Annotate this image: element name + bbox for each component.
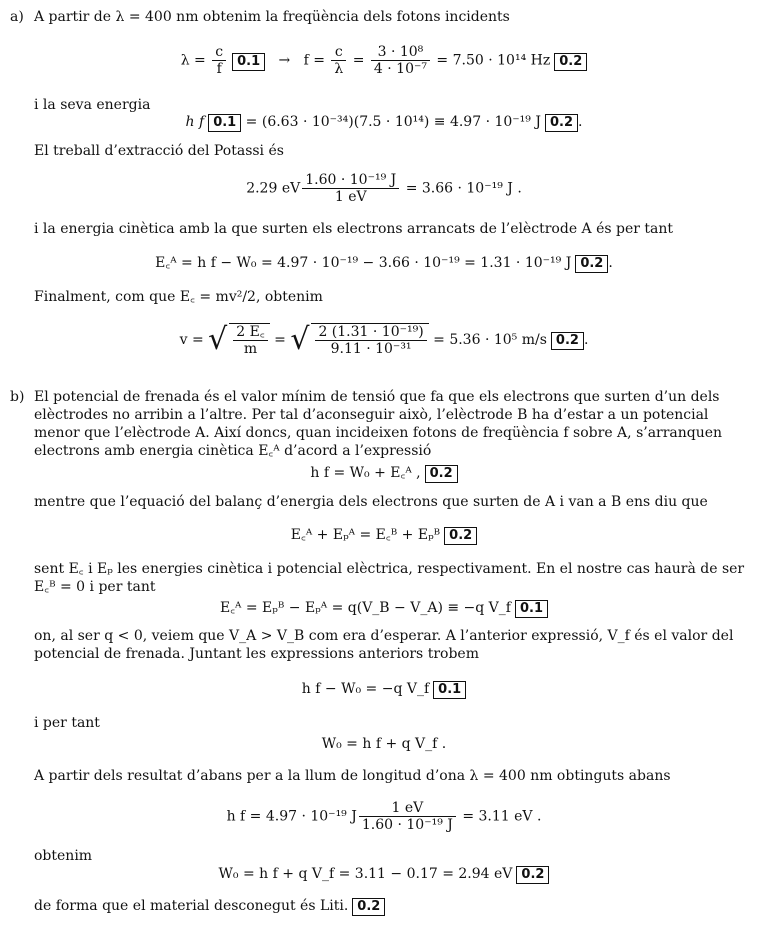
sqrt-content bbox=[229, 323, 269, 357]
eq-frequency-result: = 7.50 · 10¹⁴ Hz bbox=[431, 52, 551, 69]
eq-potential-body: E꜀ᴬ = Eₚᴮ − Eₚᴬ = q(V_B − V_A) ≡ −q V_f bbox=[219, 600, 511, 616]
eq-w0-result-body: W₀ = h f + q V_f = 3.11 − 0.17 = 2.94 eV bbox=[218, 866, 513, 882]
score-box: 0.1 bbox=[515, 600, 548, 618]
equation-frenada bbox=[0, 679, 768, 699]
eq-balance-body: E꜀ᴬ + Eₚᴬ = E꜀ᴮ + Eₚᴮ bbox=[290, 527, 441, 543]
frac-num: 3 · 10⁸ bbox=[371, 44, 430, 61]
score-box: 0.2 bbox=[444, 527, 477, 545]
equation-photoelectric bbox=[0, 463, 768, 483]
score-box: 0.1 bbox=[433, 681, 466, 699]
arrow-icon: → bbox=[278, 52, 291, 69]
equation-energy bbox=[0, 112, 768, 132]
period: . bbox=[583, 332, 589, 348]
equation-kinetic bbox=[0, 253, 768, 273]
score-box: 0.1 bbox=[208, 114, 241, 132]
kinetic-text: i la energia cinètica amb la que surten els electrons arrancats de l’elèctrode A és per tant bbox=[34, 221, 674, 237]
frac-den: λ bbox=[334, 61, 344, 77]
frac-den: 1 eV bbox=[334, 189, 367, 205]
frac-den: m bbox=[243, 341, 258, 357]
equals-sign: = bbox=[269, 332, 291, 348]
frac-den: 1.60 · 10⁻¹⁹ J bbox=[361, 817, 453, 833]
frac-num: 1.60 · 10⁻¹⁹ J bbox=[302, 172, 399, 189]
equation-w0-result bbox=[0, 864, 768, 884]
from-text: A partir dels resultat d’abans per a la llum de longitud d’ona λ = 400 nm obtinguts abans bbox=[34, 768, 671, 784]
score-box: 0.2 bbox=[516, 866, 549, 884]
being-text: sent E꜀ i Eₚ les energies cinètica i potencial elèctrica, respectivament. En el nostre cas haurà de ser E꜀ᴮ = 0 i per tant bbox=[34, 561, 745, 595]
eq-kinetic-body: E꜀ᴬ = h f − W₀ = 4.97 · 10⁻¹⁹ − 3.66 · 10⁻¹⁹ = 1.31 · 10⁻¹⁹ J bbox=[155, 255, 572, 271]
eq-hf-result: = 3.11 eV . bbox=[457, 808, 542, 825]
obtain-text: obtenim bbox=[34, 848, 93, 864]
equation-hf-ev bbox=[0, 800, 768, 833]
period: . bbox=[608, 255, 613, 271]
eq-lambda-left: λ = bbox=[180, 52, 211, 69]
equation-w0 bbox=[0, 734, 768, 754]
score-box: 0.2 bbox=[352, 898, 385, 916]
conclusion-text: de forma que el material desconegut és Liti. bbox=[34, 898, 349, 914]
frac-num: 2 (1.31 · 10⁻¹⁹) bbox=[315, 324, 426, 341]
score-box: 0.2 bbox=[545, 114, 578, 132]
equation-frequency bbox=[0, 44, 768, 77]
part-b-intro: El potencial de frenada és el valor mínim de tensió que fa que els electrons que surten d’un dels elèctrodes no arribin a l’altre. Per tal d’aconseguir això, l’elèctrode B ha d’estar a un potencial menor que l’elèctrode A. Així doncs, quan incideixen fotons de freqüència f sobre A, s’arranquen electrons amb energia cinètica E꜀ᴬ d’acord a l’expressió bbox=[34, 389, 723, 459]
eq-frenada-body: h f − W₀ = −q V_f bbox=[301, 681, 430, 697]
fraction-2ec-over-m bbox=[233, 324, 267, 357]
eq-v-left: v = bbox=[179, 332, 209, 348]
score-box: 0.2 bbox=[425, 465, 458, 483]
equation-balance bbox=[0, 525, 768, 545]
part-a-intro: A partir de λ = 400 nm obtenim la freqüència dels fotons incidents bbox=[34, 9, 510, 25]
score-box: 0.2 bbox=[551, 332, 584, 350]
sqrt-content bbox=[311, 323, 428, 357]
on-text: on, al ser q < 0, veiem que V_A > V_B com era d’esperar. A l’anterior expressió, V_f és el valor del potencial de frenada. Juntant les expressions anteriors trobem bbox=[34, 628, 734, 662]
frac-den: f bbox=[216, 61, 222, 77]
sqrt-icon: √ bbox=[208, 322, 228, 357]
fraction-ev-conversion bbox=[302, 172, 399, 205]
score-box: 0.1 bbox=[232, 53, 265, 71]
fraction-c-over-f bbox=[212, 44, 226, 77]
frac-den: 4 · 10⁻⁷ bbox=[373, 61, 427, 77]
eq-work-result: = 3.66 · 10⁻¹⁹ J . bbox=[401, 180, 522, 197]
fraction-ev-conversion bbox=[359, 800, 456, 833]
eq-f-mid: f = bbox=[303, 52, 330, 69]
fraction-c-over-lambda bbox=[331, 44, 346, 77]
equation-potential bbox=[0, 598, 768, 618]
part-b-label: b) bbox=[10, 389, 25, 405]
period: . bbox=[578, 114, 583, 130]
eq-velocity-result: = 5.36 · 10⁵ m/s bbox=[428, 332, 547, 348]
frac-num: c bbox=[212, 44, 226, 61]
equals-sign: = bbox=[348, 52, 369, 69]
conclusion-line bbox=[34, 897, 385, 916]
equation-work bbox=[0, 172, 768, 205]
part-a-label: a) bbox=[10, 9, 24, 25]
energy-text: i la seva energia bbox=[34, 97, 151, 113]
fraction-values bbox=[371, 44, 430, 77]
eq-photoelectric-body: h f = W₀ + E꜀ᴬ , bbox=[310, 465, 421, 481]
equation-velocity bbox=[0, 323, 768, 357]
final-text: Finalment, com que E꜀ = mv²/2, obtenim bbox=[34, 289, 323, 305]
work-text: El treball d’extracció del Potassi és bbox=[34, 143, 284, 159]
eq-hf: h f bbox=[185, 114, 205, 130]
score-box: 0.2 bbox=[575, 255, 608, 273]
eq-hf-left: h f = 4.97 · 10⁻¹⁹ J bbox=[226, 808, 357, 825]
balance-text: mentre que l’equació del balanç d’energia dels electrons que surten de A i van a B ens diu que bbox=[34, 494, 708, 510]
thus-text: i per tant bbox=[34, 715, 100, 731]
frac-den: 9.11 · 10⁻³¹ bbox=[330, 341, 412, 357]
eq-energy-body: = (6.63 · 10⁻³⁴)(7.5 · 10¹⁴) ≡ 4.97 · 10⁻¹⁹ J bbox=[241, 114, 541, 130]
frac-num: 2 E꜀ bbox=[233, 324, 267, 341]
eq-w0-body: W₀ = h f + q V_f . bbox=[321, 736, 447, 752]
score-box: 0.2 bbox=[554, 53, 587, 71]
fraction-values bbox=[315, 324, 426, 357]
sqrt-icon: √ bbox=[290, 322, 310, 357]
frac-num: 1 eV bbox=[359, 800, 456, 817]
frac-num: c bbox=[331, 44, 346, 61]
eq-work-left: 2.29 eV bbox=[246, 180, 301, 197]
